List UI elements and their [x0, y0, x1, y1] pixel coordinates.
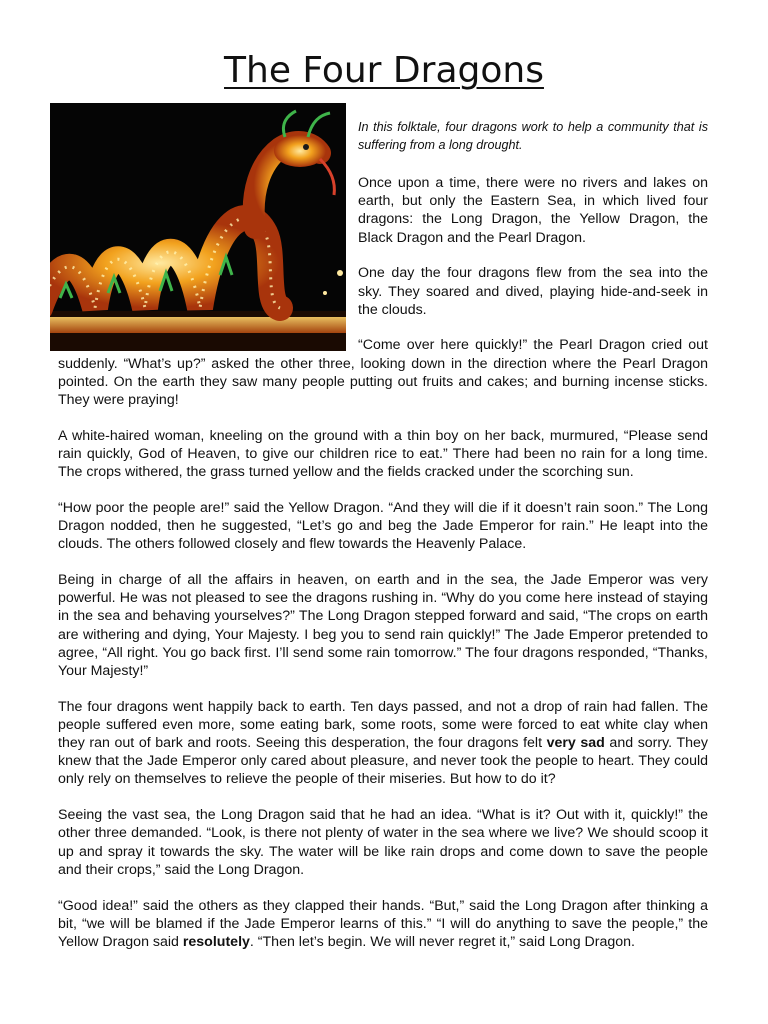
page-title-text: The Four Dragons	[224, 50, 544, 91]
story-paragraph	[58, 806, 708, 879]
paragraph-text: . “Then let’s begin. We will never regret it,” said Long Dragon.	[249, 933, 635, 950]
intro-paragraph: In this folktale, four dragons work to help a community that is suffering from a long drought.	[358, 120, 708, 152]
story-text	[58, 118, 708, 969]
image-float-spacer	[58, 118, 358, 350]
story-paragraph	[58, 571, 708, 680]
story-paragraph	[58, 897, 708, 952]
paragraph-text: “Come over here quickly!” the Pearl Dragon cried out suddenly. “What’s up?” asked the other three, looking down in the direction where the Pearl Dragon pointed. On the earth they saw many people putting out fruits and cakes; and burning incense sticks. They were praying!	[58, 337, 708, 409]
paragraph-text: and sorry. They knew that the Jade Emperor only cared about pleasure, and never took the people to heart. They could only rely on themselves to relieve the people of their miseries. But how to do it?	[58, 735, 708, 788]
story-paragraph	[58, 698, 708, 789]
paragraph-text: The four dragons went happily back to earth. Ten days passed, and not a drop of rain had fallen. The people suffered even more, some eating bark, some roots, some were forced to eat white clay when they ran out of bark and roots. Seeing this desperation, the four dragons felt	[58, 698, 708, 752]
paragraph-text: Being in charge of all the affairs in heaven, on earth and in the sea, the Jade Emperor was very powerful. He was not pleased to see the dragons rushing in. “Why do you come here instead of staying in the sea and behaving yourselves?” The Long Dragon stepped forward and said, “The crops on earth are withering and dying, Your Majesty. I beg you to send rain quickly!” The Jade Emperor pretended to agree, “All right. You go back first. I’ll send some rain tomorrow.” The four dragons responded, “Thanks, Your Majesty!”	[58, 571, 708, 679]
story-paragraph	[58, 427, 708, 482]
paragraph-text: “Good idea!” said the others as they clapped their hands. “But,” said the Long Dragon after thinking a bit, “we will be blamed if the Jade Emperor learns of this.” “I will do anything to save the people,” the Yellow Dragon said	[58, 897, 708, 950]
paragraph-text: One day the four dragons flew from the sea into the sky. They soared and dived, playing hide-and-seek in the clouds.	[358, 265, 708, 318]
paragraph-text: A white-haired woman, kneeling on the ground with a thin boy on her back, murmured, “Please send rain quickly, God of Heaven, to give our children rice to eat.” There had been no rain for a long time. The crops withered, the grass turned yellow and the fields cracked under the scorching sun.	[58, 427, 708, 481]
story-paragraph	[58, 499, 708, 554]
emphasis-text: resolutely	[182, 933, 250, 950]
paragraph-text: Once upon a time, there were no rivers and lakes on earth, but only the Eastern Sea, in which lived four dragons: the Long Dragon, the Yellow Dragon, the Black Dragon and the Pearl Dragon.	[358, 175, 708, 246]
paragraph-text: “How poor the people are!” said the Yellow Dragon. “And they will die if it doesn’t rain soon.” The Long Dragon nodded, then he suggested, “Let’s go and beg the Jade Emperor for rain.” He leapt into the clouds. The others followed closely and flew towards the Heavenly Palace.	[58, 499, 708, 553]
emphasis-text: very sad	[546, 735, 605, 752]
paragraph-text: Seeing the vast sea, the Long Dragon said that he had an idea. “What is it? Out with it, quickly!” the other three demanded. “Look, is there not plenty of water in the sea where we live? We should scoop it up and spray it towards the sky. The water will be like rain drops and come down to save the people and their crops,” said the Long Dragon.	[58, 807, 708, 878]
page-title	[0, 50, 768, 91]
